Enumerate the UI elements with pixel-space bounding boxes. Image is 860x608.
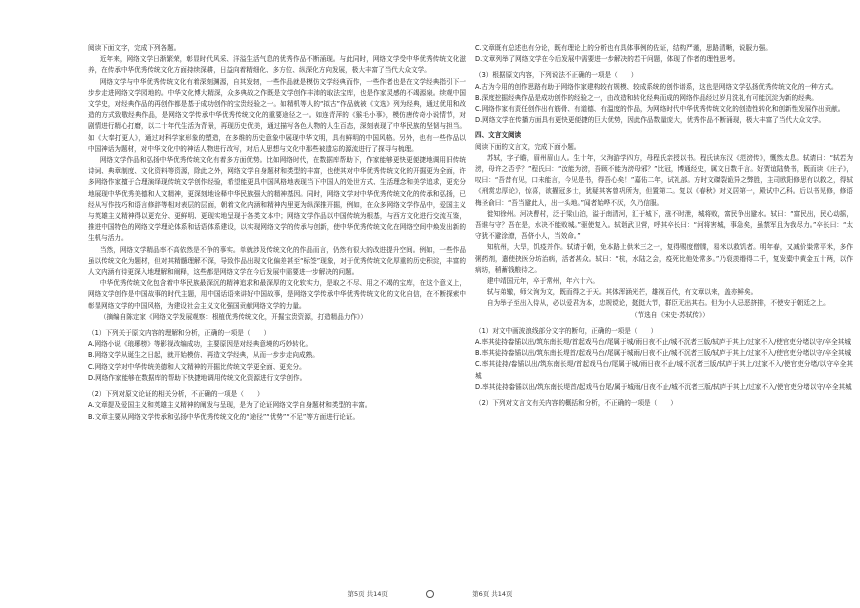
paragraph: 徙知徐州。河决曹村，泛于梁山泊，溢于南清河，汇于城下，涨不时泄，城将败，富民争出避水。轼曰：“富民出，民心动摇，吾谁与守？吾在是，水决不能败城。”驱使复入。轼诣武卫营，呼其卒长曰：“河将害城，事急矣，虽禁军且为我尽力。”卒长曰：“太守犹不避涂潦，吾侪小人，当效命。” (475, 209, 853, 241)
left-column (88, 43, 466, 423)
paragraph: 自为举子至出入侍从，必以爱君为本，忠规谠论，挺挺大节，群臣无出其右。但为小人忌恶挤排，不使安于朝廷之上。 (486, 299, 830, 308)
section-heading: 四、文言文阅读 (475, 131, 522, 140)
page-footer (0, 589, 860, 600)
reading-instruction: 阅读下面的文言文，完成下面小题。 (475, 142, 581, 151)
option: B.率其徒持畚锸以出/筑东南长堤首/起戏马台/尾属于城雨/日夜不止/城不沉者三版/轼庐于其上/过家不入/使官吏分堵以守/卒全其城 (475, 349, 852, 358)
question-stem: （2）下列对原文论证的相关分析，不正确的一项是（ ） (88, 390, 264, 399)
paragraph: 当然，网络文学精品率不高依然是不争的事实。单就涉及传统文化的作品而言，仍然有很大的改进提升空间。例如，一些作品虽以传统文化为题材，但对其精髓理解不深，导致作品出现文化偏差甚至“标签”现象，对于优秀传统文化厚重的历史积淀，丰富的人文内涵有待更深入地理解和阐释，这些都是网络文学在今后发展中需要进一步解决的问题。 (88, 245, 466, 277)
option: D.网络作家能够在数据库的帮助下快捷地调用传统文化资源进行文学创作。 (88, 373, 307, 382)
circle-icon (426, 590, 434, 598)
option: D.网络文学在传播方面具有更快更便捷的巨大优势，因此作品数量庞大，优秀作品不断涌现，极大丰富了当代大众文学。 (475, 116, 826, 125)
option: A.古为今用的创作思路有助于网络作家建构较有规模、较成系统的创作谱系，这也是网络文学弘扬优秀传统文化的一种方式。 (475, 82, 838, 91)
option: D.文章列举了网络文学在今后发展中需要进一步解决的若干问题，体现了作者的理性思考。 (475, 55, 740, 64)
paragraph: 建中靖国元年，卒于常州，年六十六。 (486, 277, 599, 286)
question-stem: （1）下列关于原文内容的理解和分析，正确的一项是（ ） (88, 329, 271, 338)
option: C.文章既有总述也有分论，既有理论上的分析也有具体事例的佐证，结构严谨，思路清晰，说服力强。 (475, 44, 772, 52)
reading-instruction: 阅读下面文字，完成下列各题。 (88, 44, 181, 52)
option: B.深度挖掘经典作品是成功创作的经验之一，由改造和转化经典而成的网络作品经过岁月洗礼有可能沉淀为新的经典。 (475, 93, 818, 102)
paragraph: 网络文学与中华优秀传统文化有着深刻渊源，自其发轫，一些作品就是模仿文学经典而作，一些作者也是在文学经典指引下一步步走进网络文学园地的。中华文化博大精深，众多典故之作既是文学创作丰沛的取法宝库，也是作家灵感的不竭源泉。续观中国文学史，对经典作品的再创作都是基于成功创作的宝贵经验之一。如精机等人的“拟古”作品就被《文选》列为经典，通过优用和改造的方式致敬经典作品，是网络文学传承中华优秀传统文化的重要途径之一。如连青萍的《猴毛小事》，模仿唐传奇小说情节，对剧情进行精心打磨，以二十年代生活为背景，再现历史优美，通过描写各色人物的人生百态，深刻表现了中华民族的坚韧与担当。如《大奉打更人》，通过对科学家形象的塑造，在多维的历史意象中展现中华文明，具有鲜明的中国风格。另外，也有一些作品以中国神话为题材，对中华文化中的神话人物进行改写，对后人思想与文化中那些被遗忘的源流进行了探寻与梳理。 (88, 77, 466, 153)
page-number-left: 第5页 共14页 (347, 589, 388, 598)
source-note: （节选自《宋史·苏轼传》） (630, 310, 709, 319)
question-stem: （2）下列对文言文有关内容的概括和分析，不正确的一项是（ ） (475, 399, 678, 408)
option: B.文章主要从网络文学传承和弘扬中华优秀传统文化的“途径”“优势”“不足”等方面进行论证。 (88, 412, 360, 421)
paragraph: 知杭州，大旱，饥疫并作。轼请于朝，免本路上供米三之一，复得赐度僧牒，易米以救饥者。明年春，又减价粜常平米，多作粥药剂，遣使挟医分坊治病，活者甚众。轼曰：“杭，水陆之会，疫死比他处常多。”乃裒羡缗得二千，复发橐中黄金五十两，以作病坊，稍蓄钱粮待之。 (475, 243, 853, 274)
paragraph: 中华优秀传统文化包含着中华民族最深沉的精神追求和最深厚的文化软实力，是取之不尽、用之不竭的宝库，在这个意义上，网络文学创作是中国故事的时代主题，用中国话语来讲好中国故事，是网络文学传承中华优秀传统文化的文化自信，在不断探索中彰显网络文学的中国风格，为建设社会主义文化强国贡献网络文学的力量。 (88, 279, 466, 310)
paragraph: 轼与弟辙，师父洵为文，既而得之于天。其体浑涵光芒，雄视百代，有文章以来，盖亦鲜矣。 (486, 288, 758, 297)
option: D.率其徒持畚锸以出/筑东南长堤首/起戏马台尾/属于城雨/日夜不止/城不沉者三版/轼庐于其上/过家不入/使官吏分堵以守/卒全其城 (475, 382, 852, 391)
option: A.文章提及爱国主义和英雄主义精神的阐发与呈现，是为了论证网络文学自身题材和类型的丰富。 (88, 401, 372, 410)
option: C.率其徒持/畚锸以出/筑东南长堤/首起戏马台/尾属于城/雨日夜不止/城不沉者三版/轼庐于其上/过家不入/使官吏分堵/以守卒全其城 (475, 360, 853, 380)
right-column (475, 43, 853, 409)
option: A.率其徒持畚锸以出/筑东南长堤/首起戏马台/尾属于城/雨日夜不止/城不沉者三版/轼庐于其上/过家不入/使官吏分堵以守/卒全其城 (475, 338, 851, 347)
option: A.网络小说《琅琊榜》等影视改编成功，主要原因是对经典意境的巧妙转化。 (88, 340, 313, 349)
paragraph: 近年来，网络文学日渐繁荣，彰显时代风采、洋溢生活气息的优秀作品不断涌现。与此同时，网络文学受中华优秀传统文化滋养，在传承中华优秀传统文化方面持续深耕，日益向着精细化、多方位、纵深化方向发展，极大丰富了当代大众文学。 (88, 55, 466, 75)
option: C.网络文学对中华传统美德和人文精神的开掘比传统文学更全面、更充分。 (88, 362, 306, 371)
paragraph: 苏轼，字子瞻，眉州眉山人。生十年，父洵游学四方，母程氏亲授以书。程氏读东汉《范滂传》，慨然太息。轼请曰：“轼若为滂，母许之否乎？”程氏曰：“汝能为滂，吾顾不能为滂母邪？”比冠，博通经史，属文日数千言。好贾谊陆贽书，既而读《庄子》，叹曰：“吾昔有见，口未能言，今见是书，得吾心矣！”嘉佑二年，试礼部。方时文磔裂诡异之弊胜，主司欧阳修思有以救之，得轼《刑赏忠厚论》，惊喜，欲擢冠多士，犹疑其客曾巩所为，但置第二。复以《春秋》对义居第一，殿试中乙科。后以书见修，修语梅圣俞曰：“吾当避此人，出一头地。”闻者始哗不厌，久乃信服。 (475, 153, 853, 207)
option: C.网络作家有责任创作出有筋骨、有道德、有温度的作品，为网络时代中华优秀传统文化的创造性转化和创新性发展作出贡献。 (475, 105, 845, 114)
question-stem: （1）对文中画波浪线部分文字的断句，正确的一项是（ ） (475, 326, 658, 335)
question-stem: （3）根据原文内容，下列说法不正确的一项是（ ） (475, 71, 638, 80)
option: B.网络文学从诞生之日起，就开始模仿、再造文学经典，从而一步步走向成熟。 (88, 351, 319, 360)
paragraph: 网络文学作品和弘扬中华优秀传统文化有着多方面优势。比如网络时代，在数据库帮助下，作家能够更快更便捷地调用旧传统诗词、典章制度、文化资料等资源，除此之外，网络文学自身题材和类型的丰富，也使其对中华优秀传统文化的开掘更为全面，许多网络作家擅于合理演绎现传统文学创作经验，希望能更具中国风格地表现当下中国人的处世方式、生活理念和美学追求，更充分地展现中华优秀美德和人文精神，更深刻地诠释中华民族强大的精神基因。同时，网络文学对中华优秀传统文化的传承和弘扬，已经从写作技巧和语言修辞等相对表层的层面，朝着文化内涵和精神内里更为纵深推开掘，例如，在众多网络文学作品中，爱国主义与英雄主义精神得以更充分、更鲜明、更现实地呈现于各类文本中；网络文学作品以中国传统为根基，与西方文化进行交流互鉴，推进中国特色的网络文学理论体系和话语体系建设，以实现网络文学的传承与创新，使中华优秀传统文化在网络空间中焕发出新的生机与活力。 (88, 156, 466, 243)
source-note: （摘编自陈定家《网络文学发展观察：根植优秀传统文化，开掘宝贵资源，打造精品力作》） (99, 312, 367, 321)
page-number-right: 第6页 共14页 (472, 589, 513, 598)
